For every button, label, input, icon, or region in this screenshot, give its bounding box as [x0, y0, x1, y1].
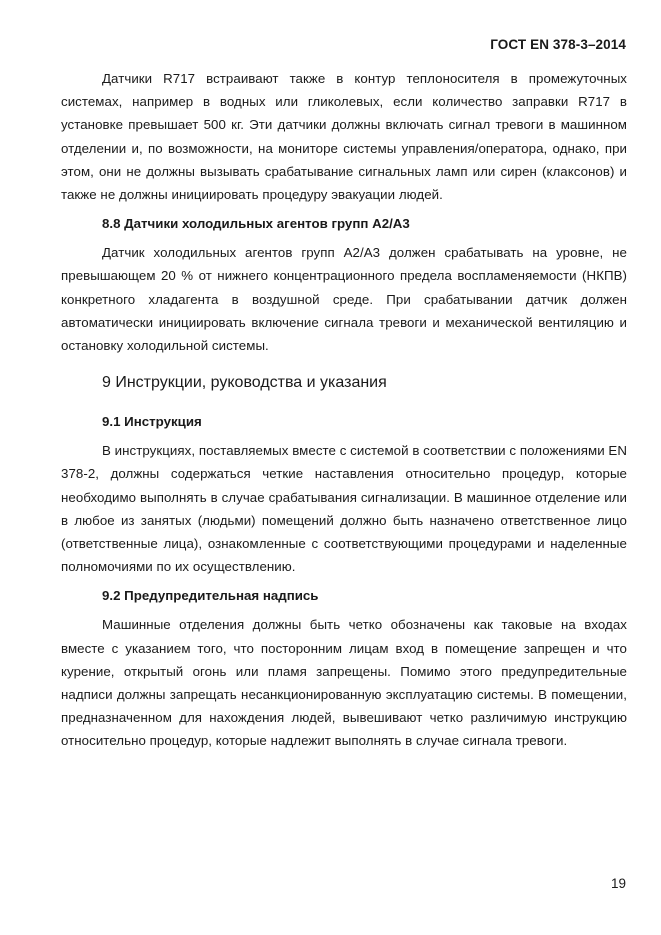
page-number: 19 — [610, 876, 626, 891]
section-heading-9: 9 Инструкции, руководства и указания — [102, 374, 387, 392]
paragraph-warning-sign: Машинные отделения должны быть четко обозначены как таковые на входах вместе с указанием того, что посторонним лицам вход в помещение запрещен и что курение, открытый огонь или пламя запрещены. Помимо этого предупредительные надписи должны запрещать несанкционированную эксплуатацию системы. В помещении, предназначенном для нахождения людей, вывешивают четко различимую инструкцию относительно процедур, которые надлежит выполнять в случае сигнала тревоги. — [61, 617, 627, 749]
subsection-heading-9-1: 9.1 Инструкция — [102, 414, 202, 430]
subsection-heading-9-2: 9.2 Предупредительная надпись — [102, 588, 319, 604]
paragraph-a2-a3-sensors: Датчик холодильных агентов групп А2/А3 должен срабатывать на уровне, не превышающем 20 % от нижнего концентрационного предела воспламеняемости (НКПВ) конкретного хладагента в воздушной среде. При срабатывании датчик должен автоматически инициировать включение сигнала тревоги и механической вентиляцию и остановку холодильной системы. — [61, 245, 627, 354]
document-header: ГОСТ EN 378-3–2014 — [490, 37, 626, 52]
subsection-heading-8-8: 8.8 Датчики холодильных агентов групп А2/А3 — [102, 216, 410, 232]
document-body — [61, 67, 627, 753]
paragraph-instruction: В инструкциях, поставляемых вместе с системой в соответствии с положениями EN 378-2, должны содержаться четкие наставления относительно процедур, которые необходимо выполнять в случае срабатывания сигнализации. В машинное отделение или в любое из занятых (людьми) помещений должно быть назначено ответственное лицо (ответственные лица), ознакомленные с соответствующими процедурами и наделенные полномочиями по их осуществлению. — [61, 443, 627, 575]
paragraph-r717-sensors: Датчики R717 встраивают также в контур теплоносителя в промежуточных системах, например в водных или гликолевых, если количество заправки R717 в установке превышает 500 кг. Эти датчики должны включать сигнал тревоги в машинном отделении и, по возможности, на мониторе системы управления/оператора, однако, при этом, они не должны вызывать срабатывание сигнальных ламп или сирен (клаксонов) и также не должны инициировать процедуру эвакуации людей. — [61, 71, 627, 203]
